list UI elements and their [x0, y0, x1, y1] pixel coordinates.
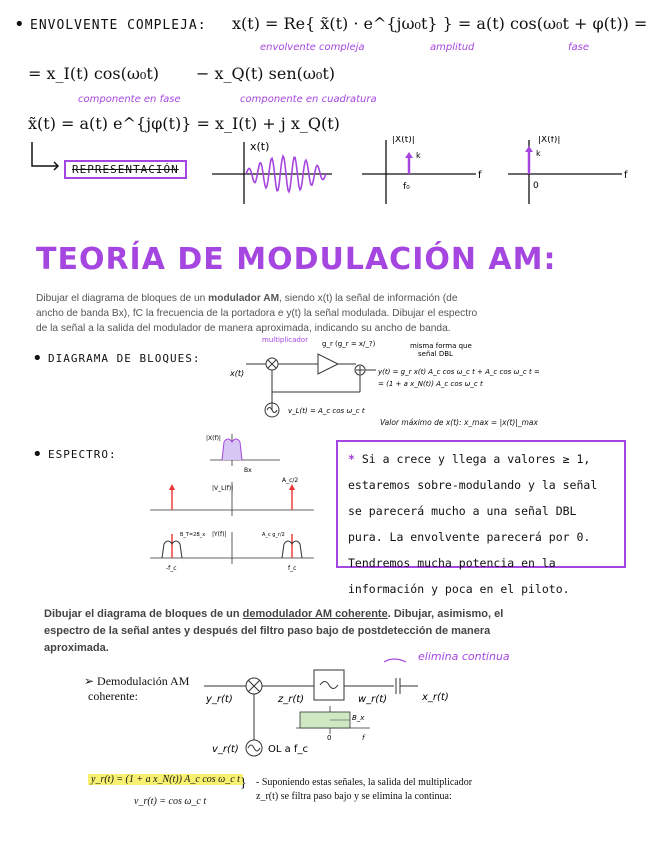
complex-envelope-formula: x(t) = Re{ x̃(t) · e^{jω₀t} } = a(t) cos(ω₀t + φ(t)) = [232, 14, 648, 33]
f-label: f [362, 734, 365, 742]
overmodulation-note [336, 440, 626, 596]
plot1-ylabel: x(t) [250, 140, 270, 153]
spectrum-label: ESPECTRO: [48, 448, 117, 461]
note-marker: * [348, 452, 355, 466]
multiplier-annotation: multiplicador [262, 336, 308, 344]
same-shape-label-2: señal DBL [418, 350, 453, 358]
demodulation-label: ➢ Demodulación AM coherente: [84, 674, 190, 703]
annotation-envelope: envolvente compleja [260, 42, 365, 53]
plot2-tick: f₀ [403, 182, 410, 192]
question1: Dibujar el diagrama de bloques de un modulador AM, siendo x(t) la señal de información (de ancho de banda Bx), fC la frecuencia de la portadora e y(t) la señal modulada. Dibujar el espectro de la señal a la salida del modulador de manera aproximada, indicando su ancho de banda. [36, 293, 478, 334]
output-xr: x_r(t) [422, 692, 449, 703]
envelope-formula: x̃(t) = a(t) e^{jφ(t)} = x_I(t) + j x_Q(t) [28, 114, 340, 133]
output-equation-1: y(t) = g_r x(t) A_c cos ω_c t + A_c cos ω_c t = [378, 368, 540, 376]
bt-label: B_T=2B_x [180, 532, 206, 538]
plot2-xlabel: f [478, 170, 482, 181]
received-signal-equation: y_r(t) = (1 + a x_N(t)) A_c cos ω_c t [88, 774, 243, 785]
bottom-explanation: - Suponiendo estas señales, la salida del multiplicador z_r(t) se filtra paso bajo y se elimina la continua: [256, 777, 473, 802]
complex-envelope-label: ENVOLVENTE COMPLEJA: [30, 18, 207, 33]
note-text: Si a crece y llega a valores ≥ 1, estaremos sobre-modulando y la señal se parecerá mucho a una señal DBL pura. La envolvente parecerá por 0. Tendremos mucha potencia en la información y poca en el piloto. [348, 452, 598, 596]
fc-right-label: f_c [288, 565, 297, 572]
bx-label: Bx [244, 467, 252, 474]
page-title: TEORÍA DE MODULACIÓN AM: [36, 242, 557, 277]
bullet: • [14, 14, 25, 35]
input-yr: y_r(t) [206, 694, 233, 705]
input-label: x(t) [230, 369, 245, 378]
max-value-note: Valor máximo de x(t): x_max = |x(t)|_max [380, 418, 538, 427]
block-diagram-label: DIAGRAMA DE BLOQUES: [48, 352, 201, 365]
baseband-spectrum [222, 439, 242, 460]
plot3-mark: k [536, 149, 541, 158]
oscillator-label: v_L(t) = A_c cos ω_c t [288, 407, 365, 415]
bx-label: B_x [352, 714, 365, 722]
am-demodulator-diagram [190, 652, 460, 764]
plot3-tick: 0 [533, 181, 539, 191]
y-spectrum-label: |Y(f)| [212, 531, 227, 538]
oscillator-freq: OL a f_c [268, 744, 308, 755]
eliminate-dc-annotation: elimina continua [418, 650, 510, 663]
oscillator-equation: v_r(t) = cos ω_c t [134, 796, 207, 807]
annotation-in-phase: componente en fase [78, 94, 181, 105]
ag-label: A_c g_r/2 [262, 532, 285, 538]
annotation-amplitude: amplitud [430, 42, 475, 53]
annotation-phase: fase [568, 42, 590, 53]
gain-block [318, 354, 338, 374]
fc-left-label: -f_c [166, 565, 177, 572]
spectrum-plots [150, 432, 314, 572]
x-spectrum-label: |X(f)| [206, 435, 221, 442]
same-shape-label: misma forma que [410, 342, 472, 350]
brace: } [240, 776, 247, 791]
plot3-xlabel: f [624, 170, 628, 181]
gain-label: g_r (g_r = x/_?) [322, 340, 376, 348]
plot1-waveform [246, 156, 326, 192]
signal-zr: z_r(t) [278, 694, 305, 705]
signal-vr: v_r(t) [212, 744, 239, 755]
vl-spectrum-label: |V_L(f)| [212, 485, 234, 492]
signal-wr: w_r(t) [358, 694, 388, 705]
am-modulator-diagram [226, 336, 546, 426]
quadrature-term: − x_Q(t) sen(ω₀t) [196, 64, 335, 83]
representation-label: REPRESENTACIÓN [64, 160, 187, 179]
in-phase-term: = x_I(t) cos(ω₀t) [28, 64, 160, 83]
bullet: • [32, 444, 43, 465]
annotation-quadrature: componente en cuadratura [240, 94, 377, 105]
plot3-impulse-arrow [525, 146, 533, 152]
bullet: • [32, 348, 43, 369]
plot2-ylabel: |X(t)| [392, 136, 415, 145]
plot2-mark: k [416, 151, 421, 160]
ac-label: A_c/2 [282, 477, 299, 484]
zero-label: 0 [327, 734, 332, 742]
question2: Dibujar el diagrama de bloques de un demodulador AM coherente. Dibujar, asimismo, el espectro de la señal antes y después del filtro paso bajo de postdetección de manera aproximada. [44, 608, 504, 654]
plot2-impulse-arrow [405, 152, 413, 158]
output-equation-2: = (1 + a x_N(t)) A_c cos ω_c t [378, 380, 483, 388]
plot3-ylabel: |X̃(f)| [538, 136, 561, 145]
